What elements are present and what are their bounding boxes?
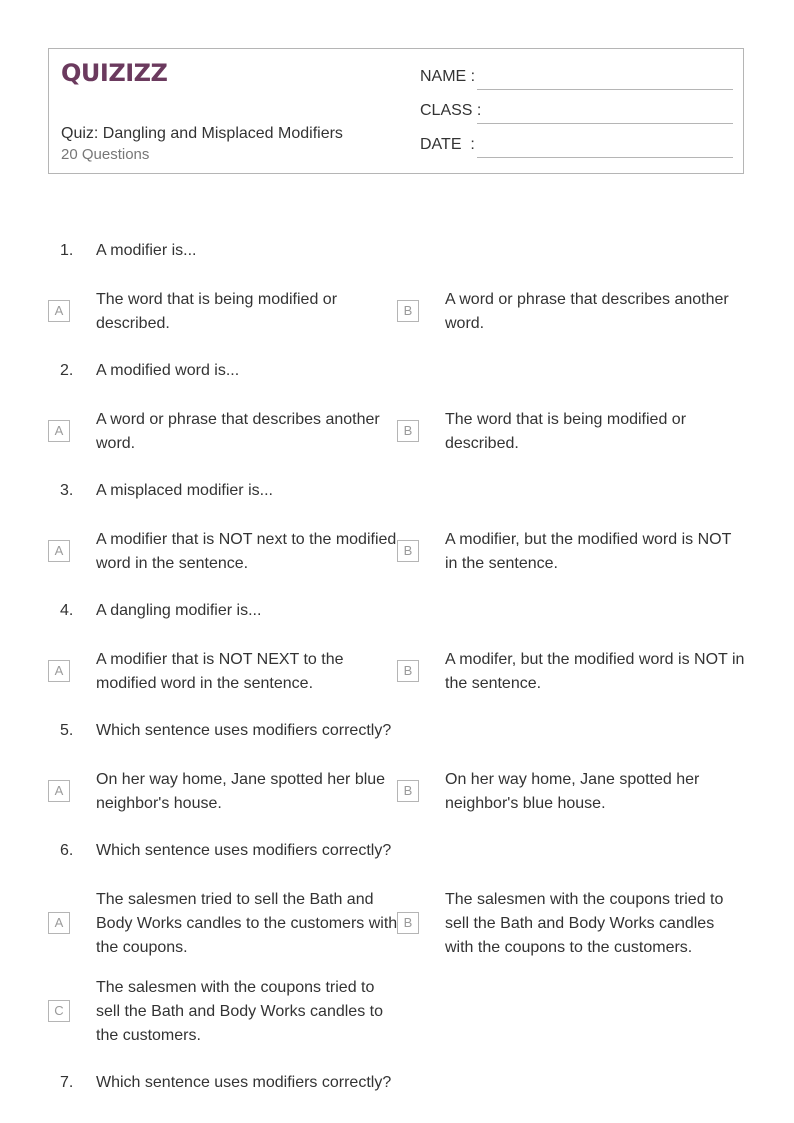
question-text: Which sentence uses modifiers correctly? (96, 722, 392, 739)
question-text: A modified word is... (96, 362, 240, 379)
date-field[interactable] (420, 136, 733, 158)
quiz-title: Quiz: Dangling and Misplaced Modifiers (61, 125, 343, 142)
option-letter-box[interactable]: A (48, 780, 70, 802)
question-text: Which sentence uses modifiers correctly? (96, 842, 392, 859)
question-number: 1. (60, 242, 74, 259)
question-text: A misplaced modifier is... (96, 482, 273, 499)
question-number: 7. (60, 1074, 74, 1091)
worksheet-header (48, 48, 744, 174)
class-label: CLASS : (420, 102, 482, 119)
option-letter-box[interactable]: B (397, 660, 419, 682)
option-text: On her way home, Jane spotted her blue neighbor's house. (96, 771, 386, 812)
option-text: A word or phrase that describes another word. (96, 411, 380, 452)
quizizz-logo: QUIZIZZ (61, 59, 168, 87)
option-text: A modifier that is NOT next to the modified word in the sentence. (96, 531, 397, 572)
date-label: DATE : (420, 136, 475, 153)
option-letter-box[interactable]: B (397, 420, 419, 442)
question-count: 20 Questions (61, 146, 150, 163)
name-field[interactable] (420, 68, 733, 90)
question-number: 5. (60, 722, 74, 739)
option-letter-box[interactable]: C (48, 1000, 70, 1022)
option-letter-box[interactable]: A (48, 660, 70, 682)
option-text: The salesmen with the coupons tried to sell the Bath and Body Works candles to the customers. (96, 979, 383, 1044)
option-letter-box[interactable]: B (397, 780, 419, 802)
option-letter-box[interactable]: B (397, 912, 419, 934)
option-text: On her way home, Jane spotted her neighbor's blue house. (445, 771, 700, 812)
option-text: The word that is being modified or described. (96, 291, 338, 332)
option-text: A modifer, but the modified word is NOT in the sentence. (445, 651, 745, 692)
option-letter-box[interactable]: A (48, 420, 70, 442)
question-number: 4. (60, 602, 74, 619)
question-number: 3. (60, 482, 74, 499)
option-letter-box[interactable]: A (48, 540, 70, 562)
option-text: The salesmen tried to sell the Bath and Body Works candles to the customers with the coupons. (96, 891, 398, 956)
option-text: The word that is being modified or described. (445, 411, 687, 452)
question-text: A dangling modifier is... (96, 602, 262, 619)
question-text: Which sentence uses modifiers correctly? (96, 1074, 392, 1091)
class-field[interactable] (420, 102, 733, 124)
option-letter-box[interactable]: A (48, 300, 70, 322)
name-label: NAME : (420, 68, 476, 85)
question-text: A modifier is... (96, 242, 197, 259)
option-text: A word or phrase that describes another word. (445, 291, 729, 332)
option-text: The salesmen with the coupons tried to sell the Bath and Body Works candles with the coupons to the customers. (445, 891, 724, 956)
question-number: 6. (60, 842, 74, 859)
option-letter-box[interactable]: A (48, 912, 70, 934)
option-letter-box[interactable]: B (397, 300, 419, 322)
option-letter-box[interactable]: B (397, 540, 419, 562)
name-line[interactable] (477, 89, 733, 90)
option-text: A modifier that is NOT NEXT to the modified word in the sentence. (96, 651, 344, 692)
option-text: A modifier, but the modified word is NOT in the sentence. (445, 531, 732, 572)
date-line[interactable] (477, 157, 733, 158)
class-line[interactable] (477, 123, 733, 124)
question-number: 2. (60, 362, 74, 379)
